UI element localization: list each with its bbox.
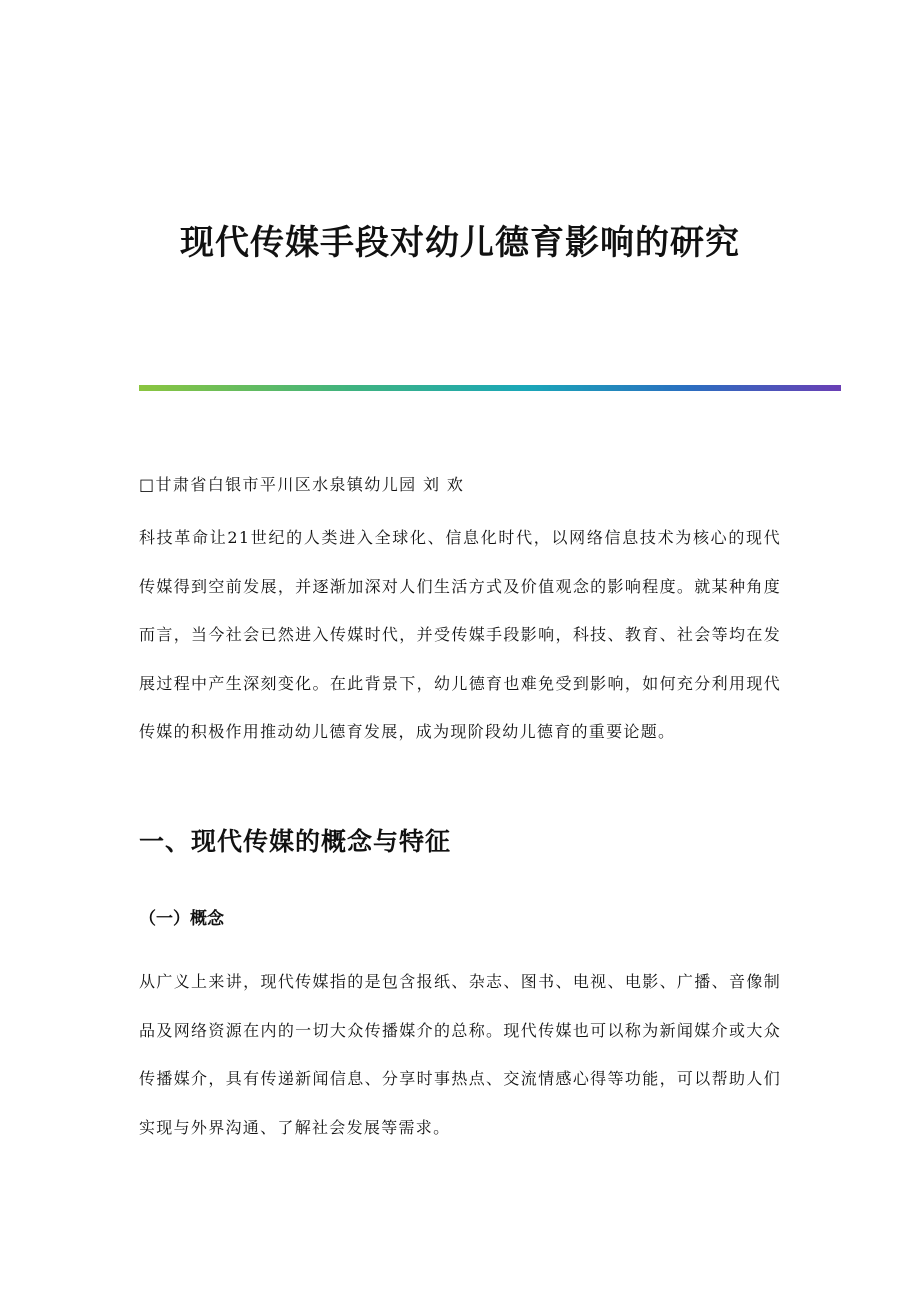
section-heading: 一、现代传媒的概念与特征 (139, 827, 452, 856)
intro-paragraph: 科技革命让21世纪的人类进入全球化、信息化时代，以网络信息技术为核心的现代传媒得到空前发展，并逐渐加深对人们生活方式及价值观念的影响程度。就某种角度而言，当今社会已然进入传媒时代，并受传媒手段影响，科技、教育、社会等均在发展过程中产生深刻变化。在此背景下，幼儿德育也难免受到影响，如何充分利用现代传媒的积极作用推动幼儿德育发展，成为现阶段幼儿德育的重要论题。 (139, 528, 781, 741)
subsection-heading: （一）概念 (139, 909, 224, 929)
author-line: □甘肃省白银市平川区水泉镇幼儿园 刘 欢 (139, 475, 465, 494)
concept-paragraph: 从广义上来讲，现代传媒指的是包含报纸、杂志、图书、电视、电影、广播、音像制品及网络资源在内的一切大众传播媒介的总称。现代传媒也可以称为新闻媒介或大众传播媒介，具有传递新闻信息、分享时事热点、交流情感心得等功能，可以帮助人们实现与外界沟通、了解社会发展等需求。 (139, 972, 781, 1137)
document-title: 现代传媒手段对幼儿德育影响的研究 (180, 223, 740, 263)
title-divider (139, 385, 841, 391)
